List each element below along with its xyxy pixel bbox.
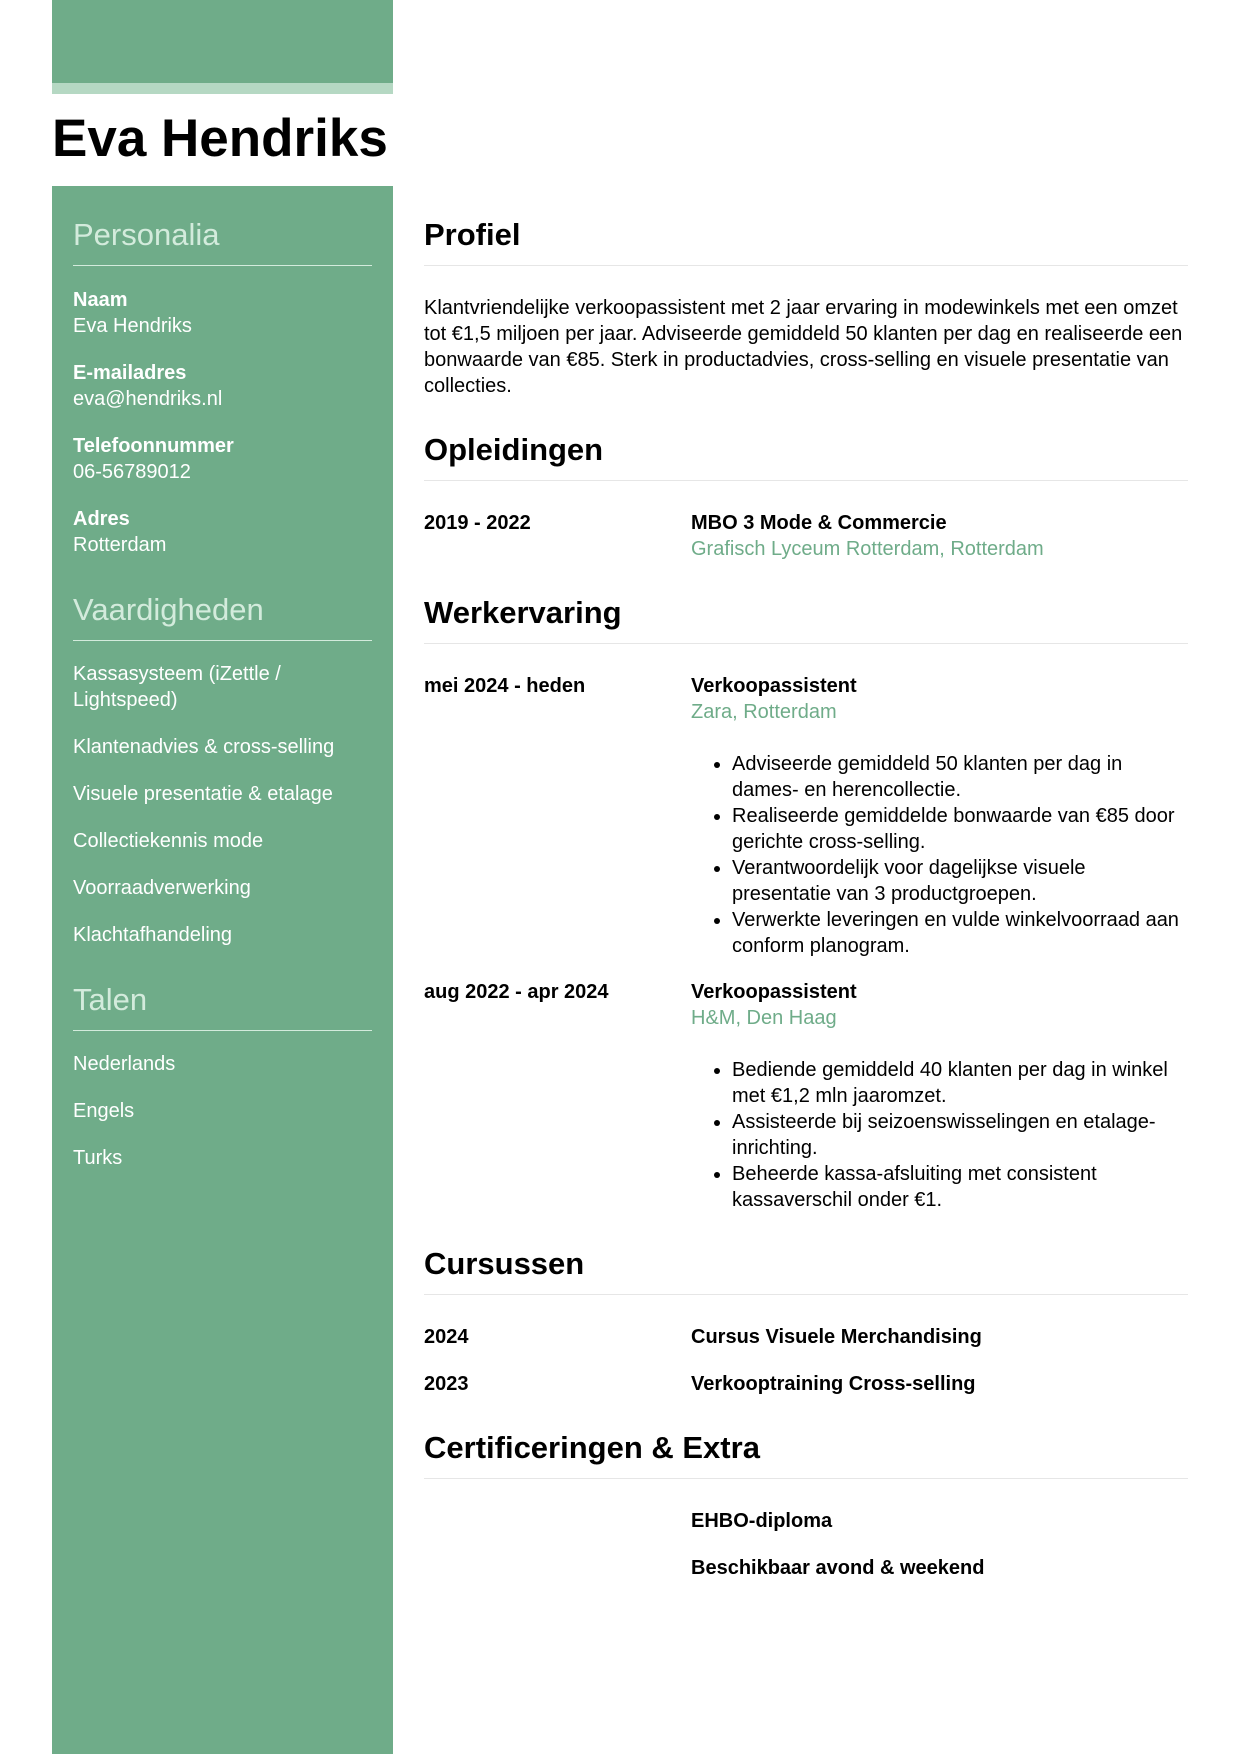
field-value: Rotterdam (73, 534, 167, 556)
education-heading: Opleidingen (424, 432, 1188, 481)
sidebar (52, 186, 393, 1754)
bullet-item: • Verwerkte leveringen en vulde winkelvoorraad aan conform planogram. (732, 907, 1188, 959)
extra-entry (424, 1508, 1188, 1534)
field-label: Telefoonnummer (73, 435, 234, 457)
header-accent-strip (52, 83, 393, 94)
language-item: Nederlands (73, 1053, 176, 1075)
profile-text: Klantvriendelijke verkoopassistent met 2 jaar ervaring in modewinkels met een omzet tot €1,5 miljoen per jaar. Adviseerde gemiddeld 50 klanten per dag en realiseerde een bonwaarde van €85. Sterk in productadvies, cross-selling en visuele presentatie van collecties. (424, 297, 1183, 397)
extra-section (424, 1430, 1188, 1581)
education-entry (424, 510, 1188, 562)
entry-organization: Zara, Rotterdam (691, 701, 837, 723)
field-value: 06-56789012 (73, 461, 191, 483)
entry-date: 2023 (424, 1373, 469, 1395)
entry-title: Cursus Visuele Merchandising (691, 1326, 982, 1348)
bullet-item: • Verantwoordelijk voor dagelijkse visuele presentatie van 3 productgroepen. (732, 855, 1188, 907)
course-entry (424, 1324, 1188, 1350)
bullet-item: • Realiseerde gemiddelde bonwaarde van €85 door gerichte cross-selling. (732, 803, 1188, 855)
experience-heading: Werkervaring (424, 595, 1188, 644)
field-email (73, 360, 372, 412)
language-item: Engels (73, 1100, 135, 1122)
experience-entry (424, 673, 1188, 959)
languages-heading: Talen (73, 982, 372, 1031)
entry-title: Verkoopassistent (691, 981, 857, 1003)
skill-item: Voorraadverwerking (73, 877, 251, 899)
extra-heading: Certificeringen & Extra (424, 1430, 1188, 1479)
main-content (424, 186, 1188, 1581)
extra-entry (424, 1555, 1188, 1581)
skill-item: Visuele presentatie & etalage (73, 783, 333, 805)
entry-title: EHBO-diploma (691, 1510, 833, 1532)
language-item: Turks (73, 1147, 123, 1169)
bullet-item: • Assisteerde bij seizoenswisselingen en etalage-inrichting. (732, 1109, 1188, 1161)
field-naam (73, 287, 372, 339)
bullet-item: • Adviseerde gemiddeld 50 klanten per dag in dames- en herencollectie. (732, 751, 1188, 803)
skill-item: Collectiekennis mode (73, 830, 264, 852)
experience-entry (424, 979, 1188, 1213)
entry-date: aug 2022 - apr 2024 (424, 981, 609, 1003)
skills-heading: Vaardigheden (73, 592, 372, 641)
field-value: eva@hendriks.nl (73, 388, 223, 410)
skill-item: Kassasysteem (iZettle / Lightspeed) (73, 663, 281, 711)
field-adres (73, 506, 372, 558)
entry-date: 2019 - 2022 (424, 512, 531, 534)
field-label: E-mailadres (73, 362, 187, 384)
skill-item: Klantenadvies & cross-selling (73, 736, 335, 758)
profile-heading: Profiel (424, 217, 1188, 266)
education-section (424, 432, 1188, 562)
field-telefoon (73, 433, 372, 485)
field-label: Naam (73, 289, 128, 311)
entry-organization: Grafisch Lyceum Rotterdam, Rotterdam (691, 538, 1044, 560)
entry-title: Verkooptraining Cross-selling (691, 1373, 976, 1395)
course-entry (424, 1371, 1188, 1397)
bullet-item: • Bediende gemiddeld 40 klanten per dag in winkel met €1,2 mln jaaromzet. (732, 1057, 1188, 1109)
profile-section (424, 186, 1188, 399)
entry-title: MBO 3 Mode & Commercie (691, 512, 947, 534)
personalia-heading: Personalia (73, 217, 372, 266)
entry-date: 2024 (424, 1326, 469, 1348)
entry-organization: H&M, Den Haag (691, 1007, 837, 1029)
header-color-block (52, 0, 393, 83)
field-label: Adres (73, 508, 130, 530)
courses-section (424, 1246, 1188, 1397)
skill-item: Klachtafhandeling (73, 924, 233, 946)
candidate-name: Eva Hendriks (52, 109, 388, 168)
field-value: Eva Hendriks (73, 315, 192, 337)
bullet-item: • Beheerde kassa-afsluiting met consistent kassaverschil onder €1. (732, 1161, 1188, 1213)
entry-title: Verkoopassistent (691, 675, 857, 697)
courses-heading: Cursussen (424, 1246, 1188, 1295)
entry-date: mei 2024 - heden (424, 675, 586, 697)
entry-title: Beschikbaar avond & weekend (691, 1557, 985, 1579)
experience-section (424, 595, 1188, 1213)
